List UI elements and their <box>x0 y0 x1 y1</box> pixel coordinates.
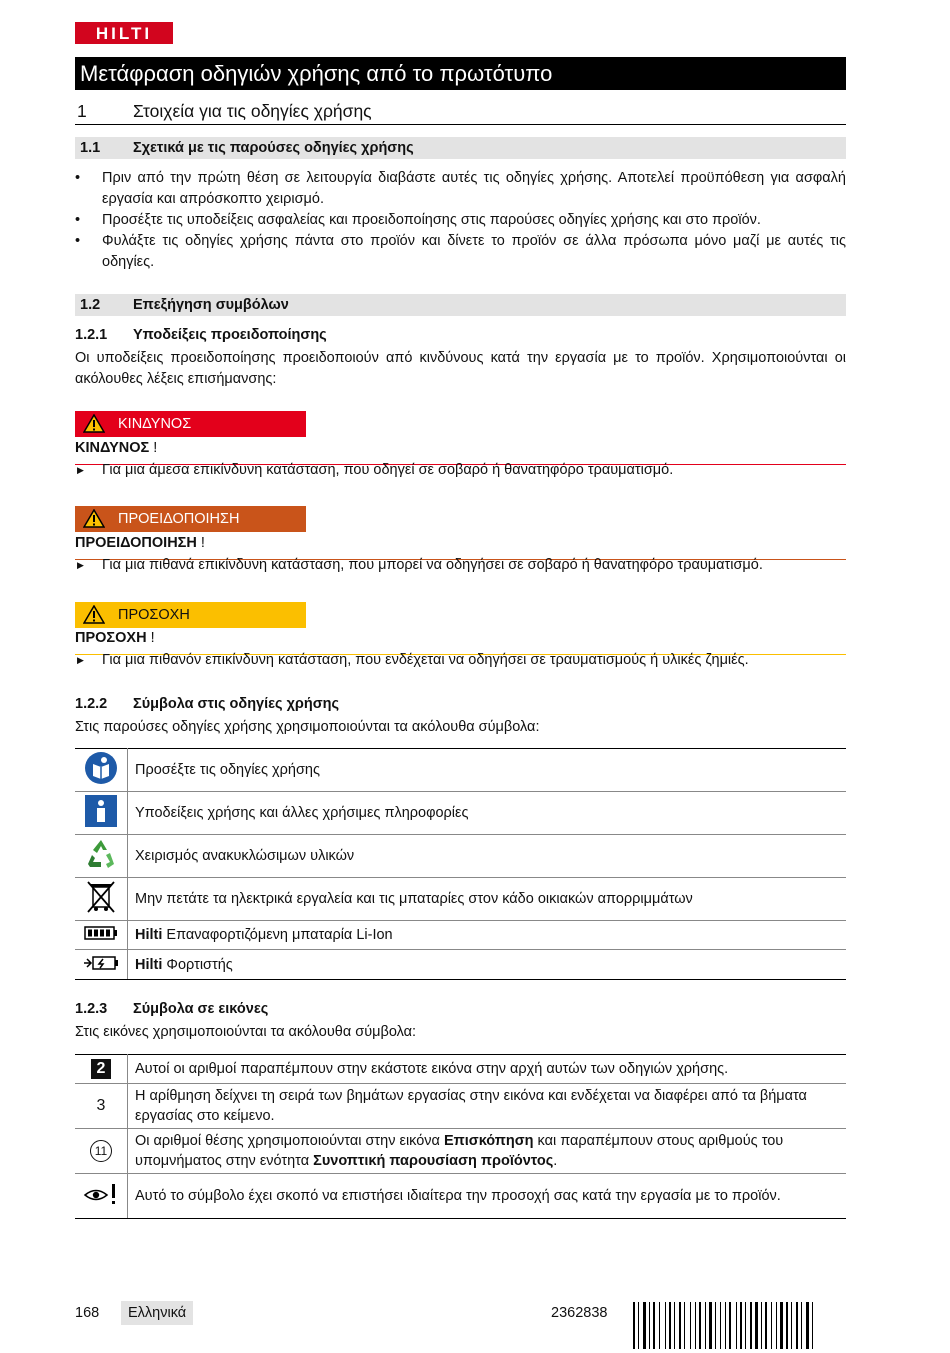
barcode-bar <box>780 1302 783 1349</box>
battery-icon <box>84 926 118 940</box>
danger-description: ▶ Για μια άμεσα επικίνδυνη κατάσταση, που οδηγεί σε σοβαρό ή θανατηφόρο τραυματισμό. <box>75 461 846 465</box>
barcode-bar <box>699 1302 701 1349</box>
symbol-description: Hilti Επαναφορτιζόμενη μπαταρία Li-Ion <box>128 921 847 950</box>
figure-symbols-table <box>75 1054 846 1219</box>
table-row <box>75 878 846 921</box>
table-row <box>75 749 846 792</box>
barcode-bar <box>633 1302 635 1349</box>
arrow-icon: ▶ <box>77 560 84 570</box>
barcode-bar <box>736 1302 737 1349</box>
barcode-bar <box>791 1302 792 1349</box>
barcode-bar <box>765 1302 767 1349</box>
eye-attention-icon <box>83 1182 119 1206</box>
barcode-bar <box>729 1302 731 1349</box>
hilti-logo <box>75 22 173 44</box>
barcode-bar <box>806 1302 809 1349</box>
barcode-bar <box>776 1302 777 1349</box>
table-row <box>75 950 846 980</box>
barcode-bar <box>695 1302 696 1349</box>
document-number: 2362838 <box>551 1305 608 1321</box>
barcode-bar <box>690 1302 691 1349</box>
table-row <box>75 835 846 878</box>
barcode-bar <box>755 1302 758 1349</box>
barcode-bar <box>653 1302 655 1349</box>
warning-triangle-icon <box>83 509 105 528</box>
warning-word: ΠΡΟΕΙΔΟΠΟΙΗΣΗ ! <box>75 535 205 551</box>
symbol-description: Οι αριθμοί θέσης χρησιμοποιούνται στην εικόνα Επισκόπηση και παραπέμπουν στους αριθμούς του υπομνήματος στην ενότητα Συνοπτική παρουσίαση προϊόντος. <box>128 1129 847 1174</box>
barcode-bar <box>771 1302 772 1349</box>
barcode-bar <box>725 1302 726 1349</box>
table-row <box>75 1084 846 1129</box>
symbol-description: Η αρίθμηση δείχνει τη σειρά των βημάτων εργασίας στην εικόνα και ενδέχεται να διαφέρει από τα βήματα εργασίας στο κείμενο. <box>128 1084 847 1129</box>
info-icon <box>85 795 117 827</box>
language-label: Ελληνικά <box>121 1301 193 1325</box>
barcode-bar <box>720 1302 721 1349</box>
svg-text:HILTI: HILTI <box>95 24 153 43</box>
figure-number-icon: 2 <box>91 1059 111 1079</box>
table-row <box>75 1129 846 1174</box>
warning-triangle-icon <box>83 414 105 433</box>
barcode-bar <box>750 1302 752 1349</box>
caution-word: ΠΡΟΣΟΧΗ ! <box>75 630 155 646</box>
warning-intro: Οι υποδείξεις προειδοποίησης προειδοποιούν από κινδύνους κατά την εργασία με το προϊόν. Χρησιμοποιούνται οι ακόλουθες λέξεις επισήμανσης: <box>75 350 846 387</box>
barcode-bar <box>649 1302 650 1349</box>
barcode-bar <box>740 1302 742 1349</box>
page-number: 168 <box>75 1305 100 1321</box>
barcode-bar <box>786 1302 788 1349</box>
symbols-table <box>75 748 846 980</box>
warning-description: ▶ Για μια πιθανά επικίνδυνη κατάσταση, που μπορεί να οδηγήσει σε σοβαρό ή θανατηφόρο τραυματισμό. <box>75 556 846 560</box>
table-row <box>75 792 846 835</box>
list-item: • Προσέξτε τις υποδείξεις ασφαλείας και προειδοποίησης στις παρούσες οδηγίες χρήσης και στο προϊόν. <box>75 212 761 228</box>
section-1-1-heading: 1.1 Σχετικά με τις παρούσες οδηγίες χρήσης <box>75 137 846 159</box>
recycle-icon <box>84 838 118 870</box>
barcode-icon <box>633 1302 846 1349</box>
barcode-bar <box>705 1302 706 1349</box>
bullet-list <box>75 168 846 273</box>
barcode-bar <box>659 1302 660 1349</box>
symbol-description: Μην πετάτε τα ηλεκτρικά εργαλεία και τις μπαταρίες στον κάδο οικιακών απορριμμάτων <box>128 878 847 921</box>
table-row <box>75 1174 846 1219</box>
read-manual-icon <box>84 751 118 785</box>
arrow-icon: ▶ <box>77 655 84 665</box>
figure-symbols-intro: Στις εικόνες χρησιμοποιούνται τα ακόλουθα σύμβολα: <box>75 1024 417 1040</box>
barcode-bar <box>715 1302 716 1349</box>
danger-signal-box: ΚΙΝΔΥΝΟΣ <box>75 411 306 437</box>
symbol-description: Αυτοί οι αριθμοί παραπέμπουν στην εκάστοτε εικόνα στην αρχή αυτών των οδηγιών χρήσης. <box>128 1055 847 1084</box>
charger-icon <box>83 954 119 972</box>
section-1-2-heading: 1.2 Επεξήγηση συμβόλων <box>75 294 846 316</box>
warning-triangle-icon <box>83 605 105 624</box>
item-number-icon: 11 <box>90 1140 112 1162</box>
barcode-bar <box>669 1302 671 1349</box>
barcode-bar <box>812 1302 813 1349</box>
page-title: Μετάφραση οδηγιών χρήσης από το πρωτότυπο <box>75 57 846 90</box>
symbols-intro: Στις παρούσες οδηγίες χρήσης χρησιμοποιούνται τα ακόλουθα σύμβολα: <box>75 719 540 735</box>
barcode-bar <box>643 1302 646 1349</box>
list-item: • Πριν από την πρώτη θέση σε λειτουργία διαβάστε αυτές τις οδηγίες χρήσης. Αποτελεί προϋπόθεση για ασφαλή εργασία και απρόσκοπτο χειρισμό. <box>75 170 846 207</box>
barcode-bar <box>674 1302 675 1349</box>
barcode-bar <box>801 1302 802 1349</box>
list-item: • Φυλάξτε τις οδηγίες χρήσης πάντα στο προϊόν και δίνετε το προϊόν σε άλλα πρόσωπα μόνο μαζί με αυτές τις οδηγίες. <box>75 233 846 270</box>
danger-word: ΚΙΝΔΥΝΟΣ ! <box>75 440 158 456</box>
arrow-icon: ▶ <box>77 465 84 475</box>
barcode-bar <box>745 1302 746 1349</box>
barcode-bar <box>796 1302 798 1349</box>
symbol-description: Hilti Φορτιστής <box>128 950 847 980</box>
barcode-bar <box>665 1302 666 1349</box>
barcode-bar <box>679 1302 681 1349</box>
symbol-description: Χειρισμός ανακυκλώσιμων υλικών <box>128 835 847 878</box>
crossed-bin-icon <box>85 879 117 915</box>
warning-signal-box: ΠΡΟΕΙΔΟΠΟΙΗΣΗ <box>75 506 306 532</box>
barcode-bar <box>761 1302 762 1349</box>
symbol-description: Υποδείξεις χρήσης και άλλες χρήσιμες πληροφορίες <box>128 792 847 835</box>
table-row <box>75 921 846 950</box>
symbol-description: Αυτό το σύμβολο έχει σκοπό να επιστήσει ιδιαίτερα την προσοχή σας κατά την εργασία με το προϊόν. <box>128 1174 847 1219</box>
section-1-heading: 1 Στοιχεία για τις οδηγίες χρήσης <box>75 100 846 125</box>
table-row <box>75 1055 846 1084</box>
step-number: 3 <box>75 1084 128 1129</box>
symbol-description: Προσέξτε τις οδηγίες χρήσης <box>128 749 847 792</box>
barcode-bar <box>709 1302 712 1349</box>
barcode-bar <box>638 1302 639 1349</box>
caution-signal-box: ΠΡΟΣΟΧΗ <box>75 602 306 628</box>
caution-description: ▶ Για μια πιθανόν επικίνδυνη κατάσταση, που ενδέχεται να οδηγήσει σε τραυματισμούς ή υλικές ζημιές. <box>75 651 846 655</box>
barcode-bar <box>684 1302 685 1349</box>
